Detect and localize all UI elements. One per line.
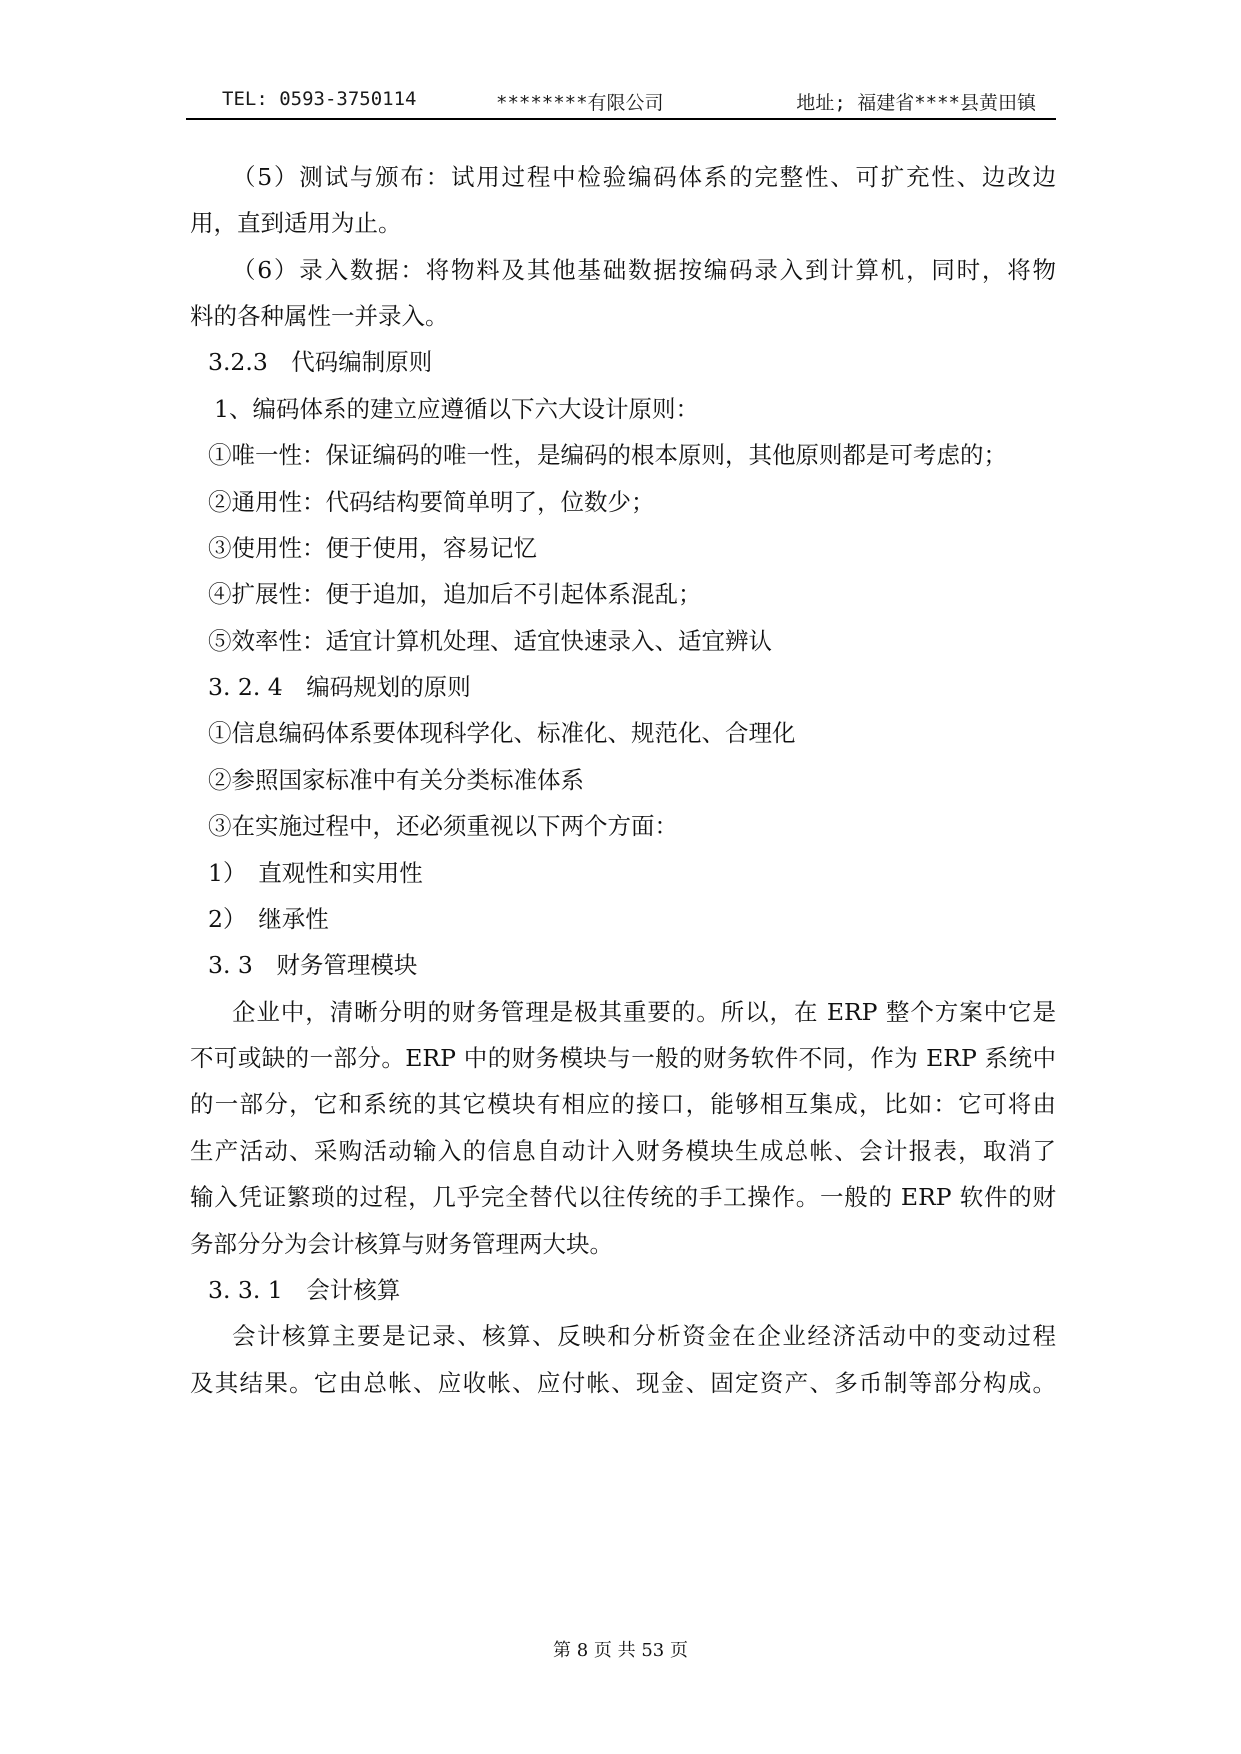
rule-item-2: ②参照国家标准中有关分类标准体系 [208, 766, 584, 794]
heading-3-2-4: 3. 2. 4 编码规划的原则 [208, 673, 471, 701]
sub-item-1: 1） 直观性和实用性 [208, 859, 423, 887]
heading-3-2-3: 3.2.3 代码编制原则 [208, 348, 433, 376]
paragraph-test-release-line1: （5）测试与颁布：试用过程中检验编码体系的完整性、可扩充性、边改边 [232, 163, 1056, 191]
header-address: 地址; 福建省****县黄田镇 [796, 92, 1036, 114]
header-divider [186, 118, 1056, 120]
paragraph-data-entry-line1: （6）录入数据：将物料及其他基础数据按编码录入到计算机，同时，将物 [232, 256, 1056, 284]
list-item-efficiency: ⑤效率性：适宜计算机处理、适宜快速录入、适宜辨认 [208, 627, 772, 655]
page-footer: 第 8 页 共 53 页 [553, 1640, 688, 1661]
paragraph-finance-line4: 生产活动、采购活动输入的信息自动计入财务模块生成总帐、会计报表，取消了 [190, 1137, 1056, 1165]
paragraph-finance-line6: 务部分分为会计核算与财务管理两大块。 [190, 1230, 613, 1258]
paragraph-data-entry-line2: 料的各种属性一并录入。 [190, 302, 449, 330]
rule-item-1: ①信息编码体系要体现科学化、标准化、规范化、合理化 [208, 719, 796, 747]
header-phone: TEL: 0593-3750114 [222, 88, 417, 110]
header-company: ********有限公司 [496, 92, 664, 114]
list-item-generality: ②通用性：代码结构要简单明了，位数少； [208, 488, 655, 516]
list-intro-principles: 1、编码体系的建立应遵循以下六大设计原则： [214, 395, 699, 423]
paragraph-finance-line2: 不可或缺的一部分。ERP 中的财务模块与一般的财务软件不同，作为 ERP 系统中 [190, 1044, 1056, 1072]
paragraph-test-release-line2: 用，直到适用为止。 [190, 209, 402, 237]
paragraph-finance-line5: 输入凭证繁琐的过程，几乎完全替代以往传统的手工操作。一般的 ERP 软件的财 [190, 1183, 1056, 1211]
paragraph-finance-line3: 的一部分，它和系统的其它模块有相应的接口，能够相互集成，比如：它可将由 [190, 1090, 1056, 1118]
sub-item-2: 2） 继承性 [208, 905, 329, 933]
rule-item-3: ③在实施过程中，还必须重视以下两个方面： [208, 812, 678, 840]
list-item-extensibility: ④扩展性：便于追加，追加后不引起体系混乱； [208, 580, 702, 608]
paragraph-accounting-line1: 会计核算主要是记录、核算、反映和分析资金在企业经济活动中的变动过程 [232, 1322, 1056, 1350]
list-item-usability: ③使用性：便于使用，容易记忆 [208, 534, 537, 562]
list-item-uniqueness: ①唯一性：保证编码的唯一性，是编码的根本原则，其他原则都是可考虑的； [208, 441, 1007, 469]
paragraph-finance-line1: 企业中，清晰分明的财务管理是极其重要的。所以，在 ERP 整个方案中它是 [232, 998, 1056, 1026]
heading-3-3: 3. 3 财务管理模块 [208, 951, 418, 979]
page-header [186, 86, 1056, 116]
paragraph-accounting-line2: 及其结果。它由总帐、应收帐、应付帐、现金、固定资产、多币制等部分构成。 [190, 1369, 1056, 1397]
heading-3-3-1: 3. 3. 1 会计核算 [208, 1276, 401, 1304]
